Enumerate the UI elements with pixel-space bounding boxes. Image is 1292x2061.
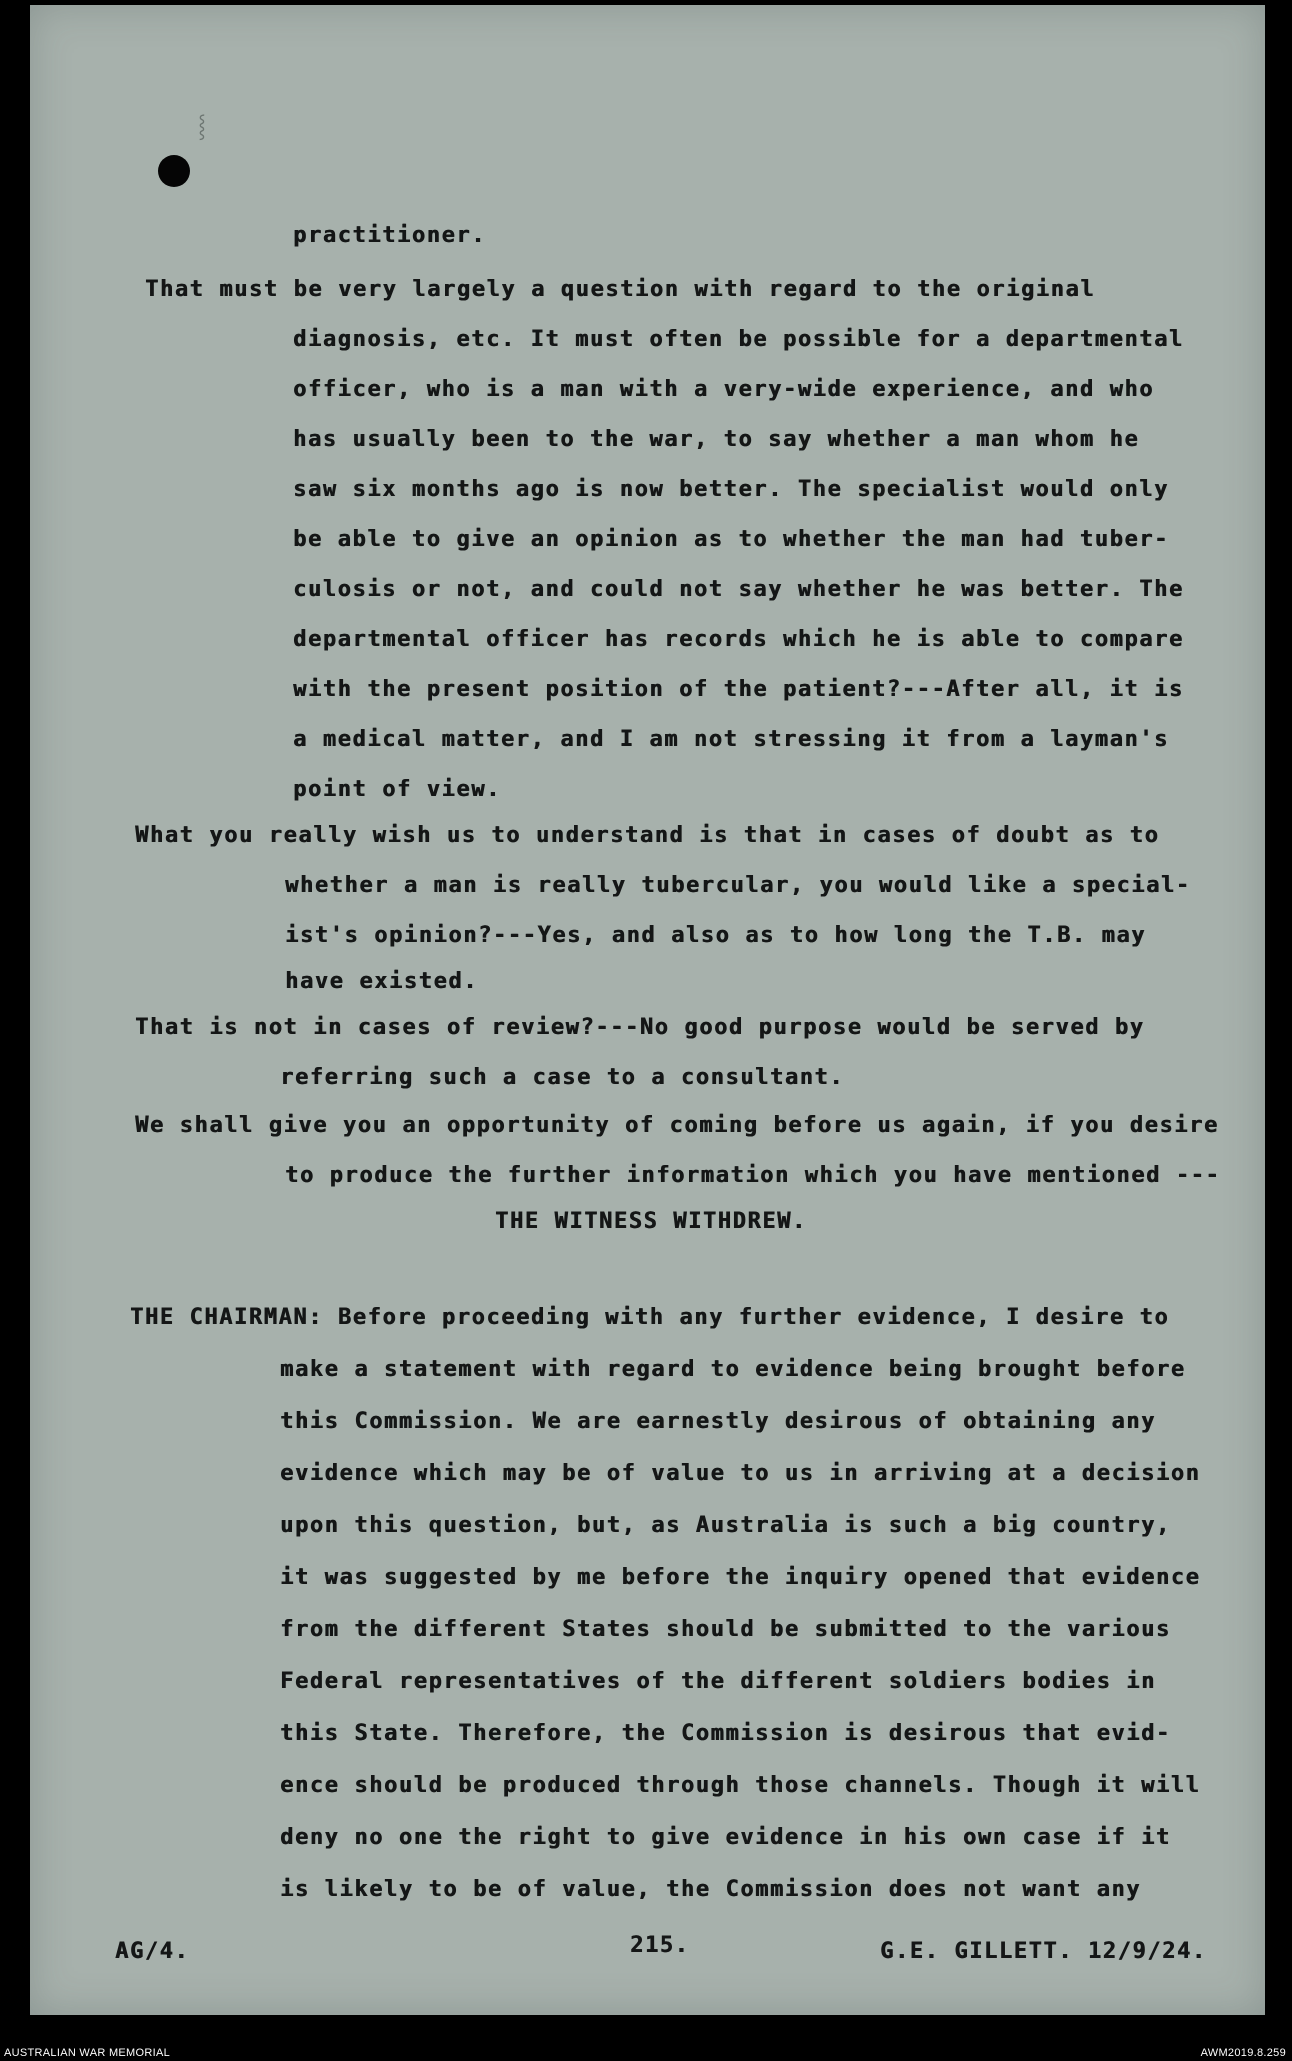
chairman-statement: THE CHAIRMAN: Before proceeding with any further evidence, I desire to (130, 1305, 1170, 1330)
text-line: deny no one the right to give evidence in his own case if it (280, 1825, 1171, 1850)
page-number: 215. (630, 1933, 690, 1958)
text-line: point of view. (293, 777, 501, 802)
text-line: be able to give an opinion as to whether the man had tuber- (293, 527, 1169, 552)
typed-page (30, 5, 1265, 2015)
text-line: evidence which may be of value to us in arriving at a decision (280, 1461, 1201, 1486)
text-line: it was suggested by me before the inquiry opened that evidence (280, 1565, 1201, 1590)
typist-signature: G.E. GILLETT. 12/9/24. (880, 1939, 1207, 1964)
text-line: culosis or not, and could not say whether he was better. The (293, 577, 1184, 602)
text-line: officer, who is a man with a very-wide experience, and who (293, 377, 1155, 402)
question-line: We shall give you an opportunity of coming before us again, if you desire (135, 1113, 1219, 1138)
institution-credit: AUSTRALIAN WAR MEMORIAL (4, 2047, 171, 2059)
text-line: practitioner. (293, 223, 486, 248)
question-line: What you really wish us to understand is that in cases of doubt as to (135, 823, 1160, 848)
text-line: ence should be produced through those channels. Though it will (280, 1773, 1201, 1798)
text-line: is likely to be of value, the Commission does not want any (280, 1877, 1142, 1902)
text-line: departmental officer has records which he is able to compare (293, 627, 1184, 652)
question-line: That is not in cases of review?---No good purpose would be served by (135, 1015, 1145, 1040)
text-line: has usually been to the war, to say whether a man whom he (293, 427, 1140, 452)
text-line: have existed. (285, 969, 478, 994)
text-line: this Commission. We are earnestly desirous of obtaining any (280, 1409, 1156, 1434)
text-line: with the present position of the patient?---After all, it is (293, 677, 1184, 702)
text-line: ist's opinion?---Yes, and also as to how long the T.B. may (285, 923, 1147, 948)
question-line: That must be very largely a question with regard to the original (145, 277, 1096, 302)
text-line: Federal representatives of the different soldiers bodies in (280, 1669, 1156, 1694)
staple-mark: ⸾ (198, 114, 206, 139)
text-line: saw six months ago is now better. The specialist would only (293, 477, 1169, 502)
text-line: this State. Therefore, the Commission is desirous that evid- (280, 1721, 1171, 1746)
text-line: diagnosis, etc. It must often be possible for a departmental (293, 327, 1184, 352)
stage-direction: THE WITNESS WITHDREW. (495, 1209, 807, 1234)
punch-hole (158, 155, 190, 187)
text-line: make a statement with regard to evidence being brought before (280, 1357, 1186, 1382)
text-line: whether a man is really tubercular, you would like a special- (285, 873, 1191, 898)
text-line: from the different States should be submitted to the various (280, 1617, 1171, 1642)
text-line: referring such a case to a consultant. (280, 1065, 845, 1090)
reference-number: AWM2019.8.259 (1200, 2047, 1286, 2059)
text-line: a medical matter, and I am not stressing it from a layman's (293, 727, 1169, 752)
footer-code: AG/4. (115, 1939, 190, 1964)
text-line: to produce the further information which you have mentioned --- (285, 1163, 1221, 1188)
text-line: upon this question, but, as Australia is such a big country, (280, 1513, 1171, 1538)
